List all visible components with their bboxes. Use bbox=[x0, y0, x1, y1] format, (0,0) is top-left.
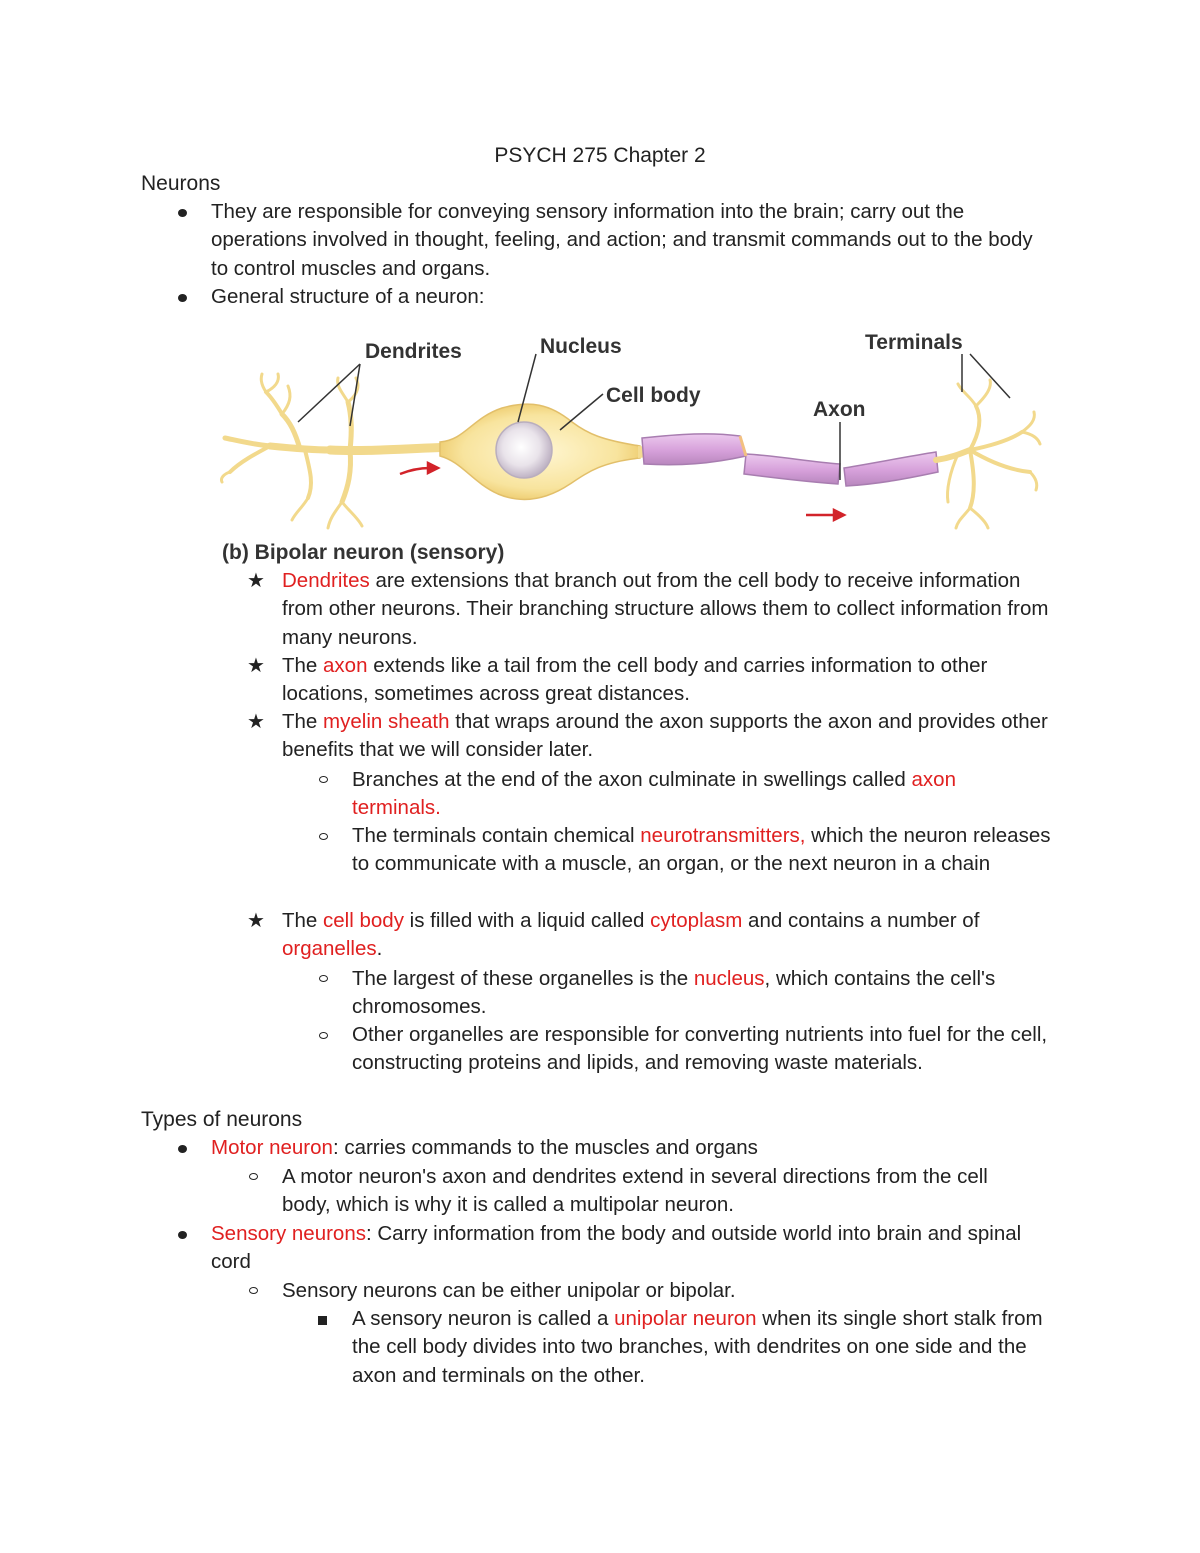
terminal-tree bbox=[936, 380, 1040, 528]
structure-other-organelles: Other organelles are responsible for converting nutrients into fuel for the cell, constructing proteins and lipids, and removing waste materials. bbox=[352, 1023, 1048, 1075]
circle-bullet bbox=[319, 776, 328, 783]
types-motor-multipolar: A motor neuron's axon and dendrites extend in several directions from the cell body, which is why it is called a multipolar neuron. bbox=[282, 1165, 988, 1217]
term-cytoplasm: cytoplasm bbox=[650, 909, 743, 932]
signal-direction-arrow bbox=[806, 510, 844, 520]
term-dendrites: Dendrites bbox=[282, 569, 370, 592]
myelin-sheath bbox=[642, 434, 938, 486]
types-unipolar-neuron: A sensory neuron is called a unipolar neuron when its single short stalk from the cell body divides into two branches, with dendrites on one side and the axon and terminals on the other. bbox=[352, 1307, 1043, 1387]
circle-bullet bbox=[319, 1032, 328, 1039]
types-motor-neuron: Motor neuron: carries commands to the muscles and organs bbox=[211, 1136, 758, 1159]
term-nucleus: nucleus bbox=[693, 967, 765, 990]
term-motor-neuron: Motor neuron bbox=[211, 1136, 333, 1159]
bullet-disc bbox=[178, 1145, 187, 1153]
structure-nucleus: The largest of these organelles is the nucleus, which contains the cell's chromosomes. bbox=[352, 967, 996, 1019]
circle-bullet bbox=[319, 975, 328, 982]
star-bullet: ★ bbox=[247, 711, 265, 733]
dendrite-tree bbox=[221, 374, 460, 528]
structure-dendrites: Dendrites are extensions that branch out from the cell body to receive information from other neurons. Their branching structure allows them to collect information from many neurons. bbox=[282, 569, 1049, 649]
term-axon-terminals: axon terminals. bbox=[352, 768, 956, 820]
star-bullet: ★ bbox=[247, 570, 265, 592]
types-sensory-neurons: Sensory neurons: Carry information from the body and outside world into brain and spinal cord bbox=[211, 1222, 1022, 1274]
neurons-bullet-2: General structure of a neuron: bbox=[211, 285, 485, 308]
structure-neurotransmitters: The terminals contain chemical neurotransmitters, which the neuron releases to communicate with a muscle, an organ, or the next neuron in a chain bbox=[352, 824, 1051, 876]
label-terminals: Terminals bbox=[865, 331, 963, 354]
structure-axon-terminals: Branches at the end of the axon culminate in swellings called axon terminals. bbox=[352, 768, 956, 820]
neurons-bullet-1: They are responsible for conveying sensory information into the brain; carry out the operations involved in thought, feeling, and action; and transmit commands out to the body to control muscles and organs. bbox=[211, 200, 1033, 280]
document-title: PSYCH 275 Chapter 2 bbox=[494, 144, 706, 167]
heading-types-of-neurons: Types of neurons bbox=[141, 1108, 303, 1131]
term-myelin-sheath: myelin sheath bbox=[323, 710, 450, 733]
circle-bullet bbox=[319, 833, 328, 840]
figure-caption: (b) Bipolar neuron (sensory) bbox=[222, 541, 505, 564]
bullet-disc bbox=[178, 1231, 187, 1239]
star-bullet: ★ bbox=[247, 655, 265, 677]
bullet-disc bbox=[178, 294, 187, 302]
signal-direction-arrow bbox=[400, 463, 438, 474]
bullet-disc bbox=[178, 209, 187, 217]
neuron-diagram bbox=[210, 322, 1050, 570]
term-cell-body: cell body bbox=[323, 909, 404, 932]
label-axon: Axon bbox=[813, 398, 866, 421]
square-bullet bbox=[318, 1316, 327, 1325]
label-cell-body: Cell body bbox=[606, 384, 701, 407]
types-sensory-unipolar-bipolar: Sensory neurons can be either unipolar or bipolar. bbox=[282, 1279, 736, 1302]
label-nucleus: Nucleus bbox=[540, 335, 622, 358]
term-organelles: organelles bbox=[282, 937, 377, 961]
structure-myelin: The myelin sheath that wraps around the axon supports the axon and provides other benefits that we will consider later. bbox=[282, 710, 1048, 762]
circle-bullet bbox=[249, 1173, 258, 1180]
term-neurotransmitters: neurotransmitters, bbox=[640, 824, 806, 847]
structure-axon: The axon extends like a tail from the cell body and carries information to other locations, sometimes across great distances. bbox=[282, 654, 988, 706]
term-axon: axon bbox=[323, 654, 368, 677]
star-bullet: ★ bbox=[247, 910, 265, 932]
nucleus-shape bbox=[496, 422, 552, 478]
term-sensory-neurons: Sensory neurons bbox=[211, 1222, 366, 1245]
structure-cell-body: The cell body is filled with a liquid called cytoplasm and contains a number of organelles. bbox=[282, 909, 980, 961]
label-dendrites: Dendrites bbox=[365, 340, 462, 363]
circle-bullet bbox=[249, 1287, 258, 1294]
term-unipolar-neuron: unipolar neuron bbox=[614, 1307, 757, 1330]
heading-neurons: Neurons bbox=[141, 172, 221, 195]
